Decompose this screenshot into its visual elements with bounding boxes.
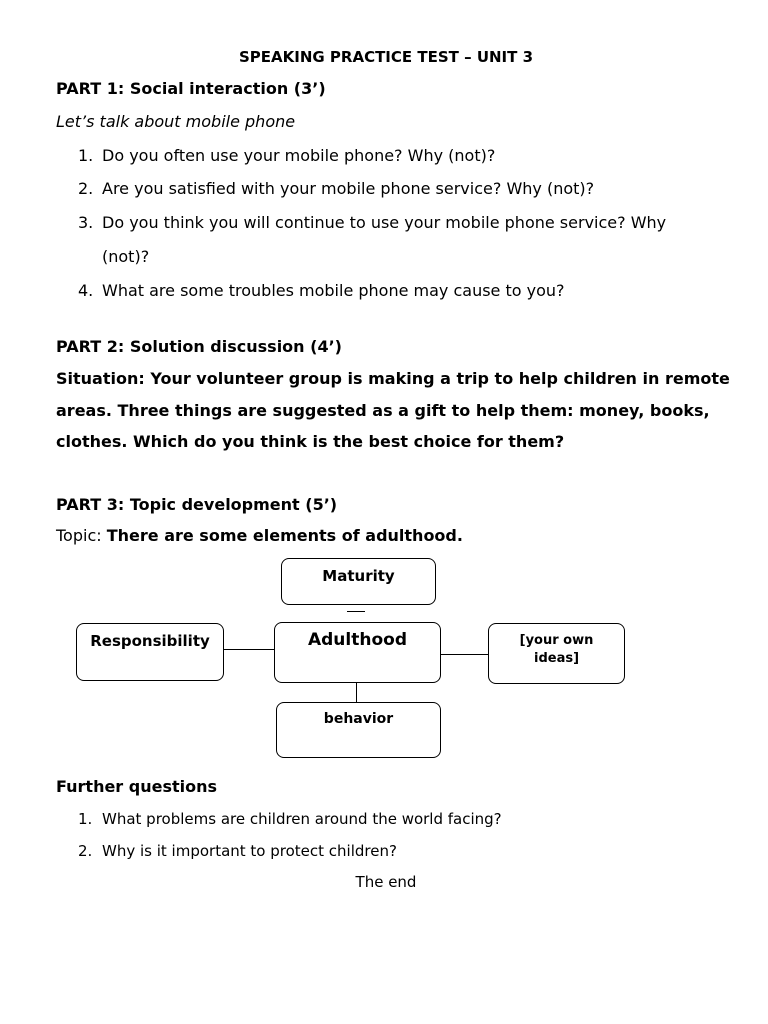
part3-heading: PART 3: Topic development (5’) (56, 495, 338, 514)
page-title: SPEAKING PRACTICE TEST – UNIT 3 (238, 48, 534, 66)
diagram-node-behavior (276, 702, 441, 758)
question-text: Are you satisfied with your mobile phone service? Why (not)? (102, 179, 595, 198)
closing-text: The end (355, 873, 417, 891)
node-label: Responsibility (90, 632, 210, 650)
question-number: 4. (78, 281, 94, 300)
question-text: What are some troubles mobile phone may cause to you? (102, 281, 565, 300)
connector-line (356, 682, 357, 702)
node-label: Maturity (322, 567, 395, 585)
question-text: Do you think you will continue to use your mobile phone service? Why (102, 213, 667, 232)
connector-line (347, 611, 365, 612)
part3-topic (56, 526, 463, 546)
situation-line: areas. Three things are suggested as a gift to help them: money, books, (56, 401, 710, 420)
node-label-line: ideas] (533, 651, 580, 666)
question-text: Do you often use your mobile phone? Why (not)? (102, 146, 496, 165)
topic-text: There are some elements of adulthood. (106, 526, 463, 545)
connector-line (440, 654, 488, 655)
node-label-line: [your own (519, 633, 594, 648)
question-text: What problems are children around the world facing? (102, 810, 502, 828)
situation-line: Situation: Your volunteer group is making a trip to help children in remote (56, 369, 730, 388)
topic-label: Topic: (56, 526, 107, 545)
part2-heading: PART 2: Solution discussion (4’) (56, 337, 342, 356)
connector-line (223, 649, 275, 650)
question-number: 2. (78, 842, 93, 860)
part1-intro: Let’s talk about mobile phone (56, 112, 296, 131)
diagram-node-maturity (281, 558, 436, 605)
question-number: 3. (78, 213, 94, 232)
diagram-node-responsibility (76, 623, 224, 681)
diagram-node-own-ideas (488, 623, 625, 684)
question-number: 1. (78, 146, 94, 165)
further-questions-heading: Further questions (56, 777, 218, 796)
diagram-node-adulthood (274, 622, 441, 683)
node-label: behavior (323, 711, 394, 727)
part1-heading: PART 1: Social interaction (3’) (56, 79, 326, 98)
question-number: 2. (78, 179, 94, 198)
question-text: Why is it important to protect children? (102, 842, 397, 860)
question-text-continued: (not)? (102, 247, 150, 266)
situation-line: clothes. Which do you think is the best choice for them? (56, 432, 565, 451)
node-label: Adulthood (307, 630, 407, 650)
question-number: 1. (78, 810, 93, 828)
